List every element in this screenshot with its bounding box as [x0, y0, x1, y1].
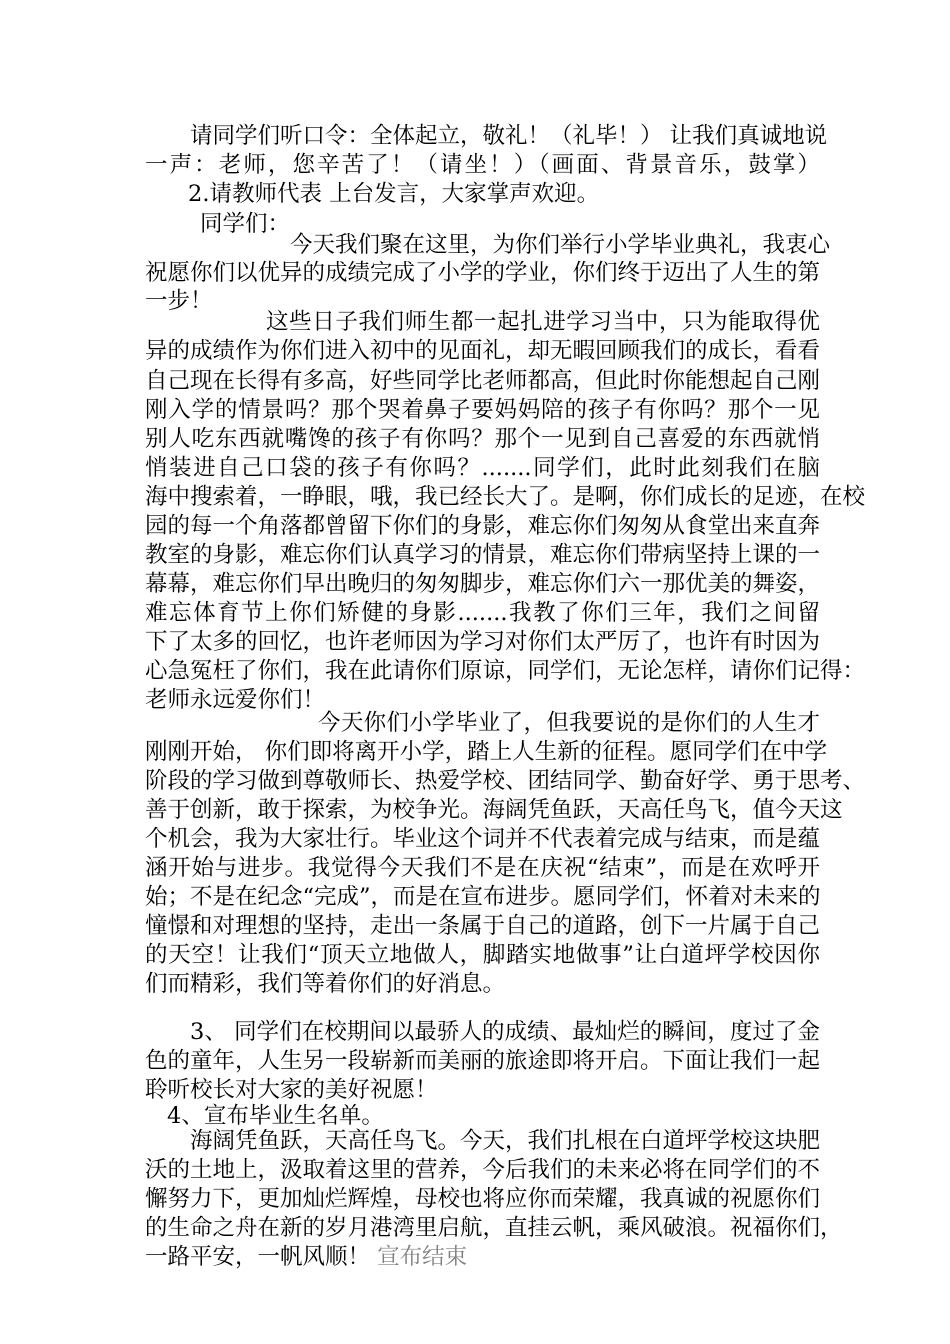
- text-line: 老师永远爱你们！: [145, 687, 326, 713]
- text-line: 懈努力下，更加灿烂辉煌，母校也将应你而荣耀，我真诚的祝愿你们: [145, 1186, 821, 1212]
- text-line: 阶段的学习做到尊敬师长、热爱学校、团结同学、勤奋好学、勇于思考、: [145, 768, 866, 794]
- text-line: 始；不是在纪念“完成”，而是在宣布进步。愿同学们，怀着对未来的: [145, 884, 821, 910]
- text-line: 涵开始与进步。我觉得今天我们不是在庆祝“结束”，而是在欢呼开: [145, 855, 820, 881]
- text-line: 聆听校长对大家的美好祝愿！: [145, 1077, 438, 1103]
- text-line: 一步！: [145, 288, 213, 314]
- text-line: 刚刚开始， 你们即将离开小学，踏上人生新的征程。愿同学们在中学: [145, 739, 828, 765]
- text-line: 今天我们聚在这里，为你们举行小学毕业典礼，我衷心: [290, 232, 831, 258]
- text-line: 刚入学的情景吗？那个哭着鼻子要妈妈陪的孩子有你吗？那个一见: [145, 397, 820, 423]
- text-line: 一声：老师，您辛苦了！（请坐！）（画面、背景音乐，鼓掌）: [145, 152, 820, 178]
- text-line: 海中搜索着，一睁眼，哦，我已经长大了。是啊，你们成长的足迹，在校: [145, 484, 866, 510]
- text-line: 悄装进自己口袋的孩子有你吗？.......同学们，此时此刻我们在脑: [145, 455, 820, 481]
- text-line: 2.请教师代表 上台发言，大家掌声欢迎。: [188, 181, 600, 207]
- text-line: 3、 同学们在校期间以最骄人的成绩、最灿烂的瞬间，度过了金: [190, 1019, 820, 1045]
- text-line: [145, 1243, 820, 1271]
- text-line: 海阔凭鱼跃，天高任鸟飞。今天，我们扎根在白道坪学校这块肥: [190, 1128, 821, 1154]
- text-line: 教室的身影，难忘你们认真学习的情景，难忘你们带病坚持上课的一: [145, 542, 821, 568]
- text-line: 心急冤枉了你们，我在此请你们原谅，同学们，无论怎样，请你们记得：: [145, 658, 866, 684]
- text-line: 善于创新，敢于探索，为校争光。海阔凭鱼跃，天高任鸟飞，值今天这: [145, 797, 843, 823]
- text-line: 色的童年，人生另一段崭新而美丽的旅途即将开启。下面让我们一起: [145, 1048, 821, 1074]
- text-line: 今天你们小学毕业了，但我要说的是你们的人生才: [318, 710, 820, 736]
- text-line: 沃的土地上，汲取着这里的营养，今后我们的未来必将在同学们的不: [145, 1157, 821, 1183]
- text-line: 个机会，我为大家壮行。毕业这个词并不代表着完成与结束，而是蕴: [145, 826, 821, 852]
- text-line: 祝愿你们以优异的成绩完成了小学的学业，你们终于迈出了人生的第: [145, 260, 821, 286]
- text-line-body: 一路平安，一帆风顺！: [145, 1244, 371, 1270]
- text-line: 自己现在长得有多高，好些同学比老师都高，但此时你能想起自己刚: [145, 368, 821, 394]
- text-line: 们而精彩，我们等着你们的好消息。: [145, 971, 506, 997]
- closing-note: 宣布结束: [377, 1244, 468, 1270]
- text-line: 请同学们听口令：全体起立，敬礼！（礼毕！） 让我们真诚地说: [190, 123, 828, 149]
- text-line: 这些日子我们师生都一起扎进学习当中，只为能取得优: [266, 309, 820, 335]
- text-line: 异的成绩作为你们进入初中的见面礼，却无暇回顾我们的成长，看看: [145, 338, 821, 364]
- text-line: 同学们：: [200, 211, 291, 237]
- text-line: 别人吃东西就嘴馋的孩子有你吗？那个一见到自己喜爱的东西就悄: [145, 426, 820, 452]
- text-line: 幕幕，难忘你们早出晚归的匆匆脚步，难忘你们六一那优美的舞姿，: [145, 571, 821, 597]
- text-line: 的天空！让我们“顶天立地做人，脚踏实地做事”让白道坪学校因你: [145, 942, 820, 968]
- text-line: 难忘体育节上你们矫健的身影.......我教了你们三年，我们之间留: [145, 600, 820, 626]
- text-line: 憧憬和对理想的坚持，走出一条属于自己的道路，创下一片属于自己: [145, 913, 821, 939]
- text-line: 的生命之舟在新的岁月港湾里启航，直挂云帆，乘风破浪。祝福你们，: [145, 1215, 843, 1241]
- text-line: 4、宣布毕业生名单。: [167, 1103, 384, 1129]
- text-line: 下了太多的回忆，也许老师因为学习对你们太严厉了，也许有时因为: [145, 629, 821, 655]
- text-line: 园的每一个角落都曾留下你们的身影，难忘你们匆匆从食堂出来直奔: [145, 513, 821, 539]
